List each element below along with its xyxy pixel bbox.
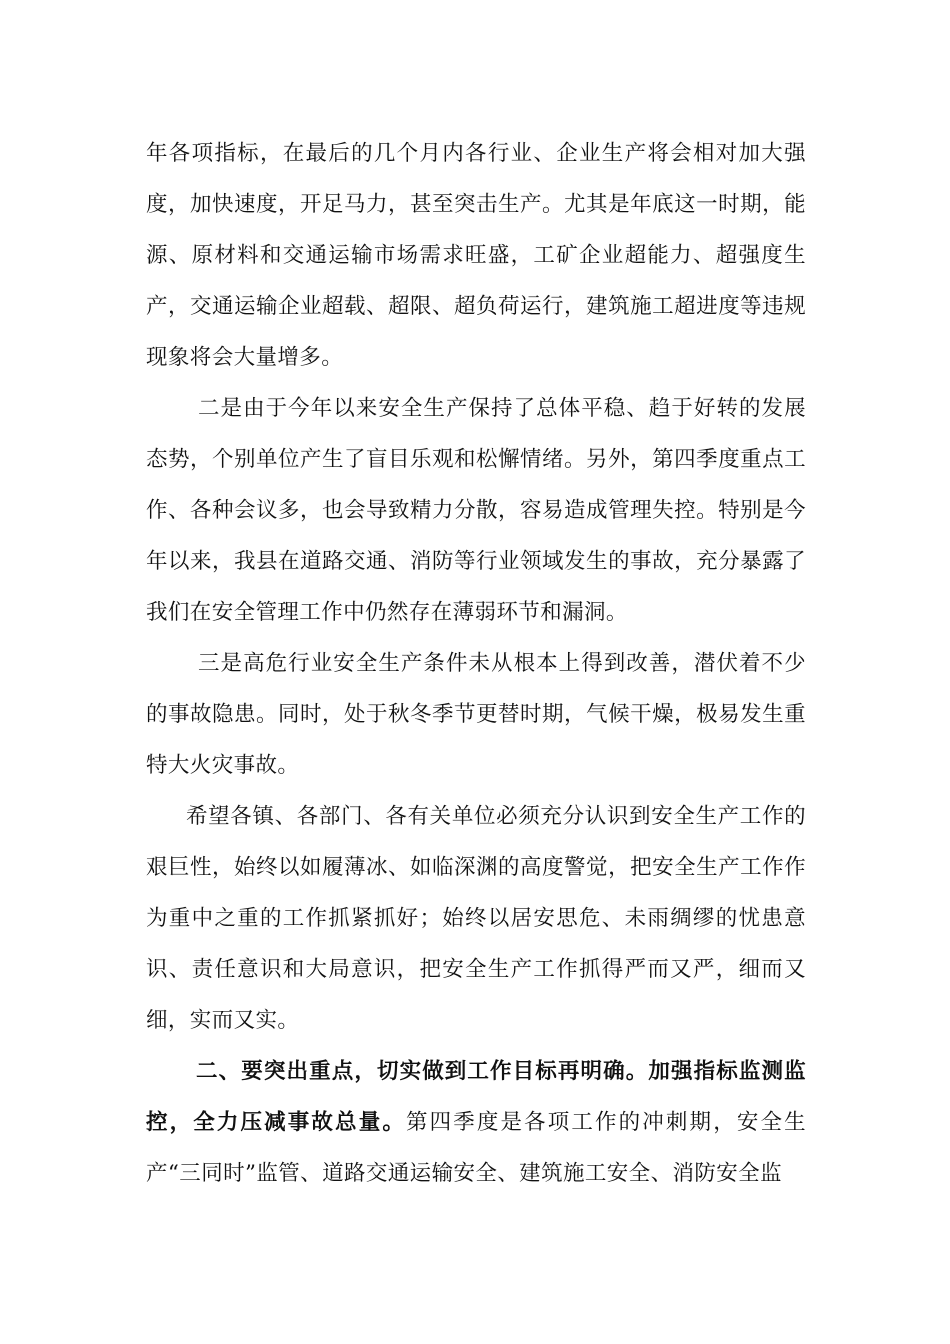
paragraph-point-three: 三是高危行业安全生产条件未从根本上得到改善，潜伏着不少的事故隐患。同时，处于秋冬季节更替时期，气候干燥，极易发生重特大火灾事故。 [146,651,806,778]
paragraph-point-two: 二是由于今年以来安全生产保持了总体平稳、趋于好转的发展态势，个别单位产生了盲目乐观和松懈情绪。另外，第四季度重点工作、各种会议多，也会导致精力分散，容易造成管理失控。特别是今年以来，我县在道路交通、消防等行业领域发生的事故，充分暴露了我们在安全管理工作中仍然存在薄弱环节和漏洞。 [146,396,806,625]
paragraph-section-two [146,1046,806,1199]
paragraph-continuation: 年各项指标，在最后的几个月内各行业、企业生产将会相对加大强度，加快速度，开足马力，甚至突击生产。尤其是年底这一时期，能源、原材料和交通运输市场需求旺盛，工矿企业超能力、超强度生产，交通运输企业超载、超限、超负荷运行，建筑施工超进度等违规现象将会大量增多。 [146,141,806,370]
paragraph-expectation: 希望各镇、各部门、各有关单位必须充分认识到安全生产工作的艰巨性，始终以如履薄冰、如临深渊的高度警觉，把安全生产工作作为重中之重的工作抓紧抓好；始终以居安思危、未雨绸缪的忧患意识、责任意识和大局意识，把安全生产工作抓得严而又严，细而又细，实而又实。 [146,804,806,1033]
section-two-body: 第四季度是各项工作的冲刺期，安全生产“三同时”监管、道路交通运输安全、建筑施工安全、消防安全监 [146,1110,806,1186]
section-heading-lead: 二、要突出重点，切实做到工作目标再明确。加强指标监测监控，全力压减事故总量。 [146,1059,806,1135]
document-body [146,128,806,1199]
